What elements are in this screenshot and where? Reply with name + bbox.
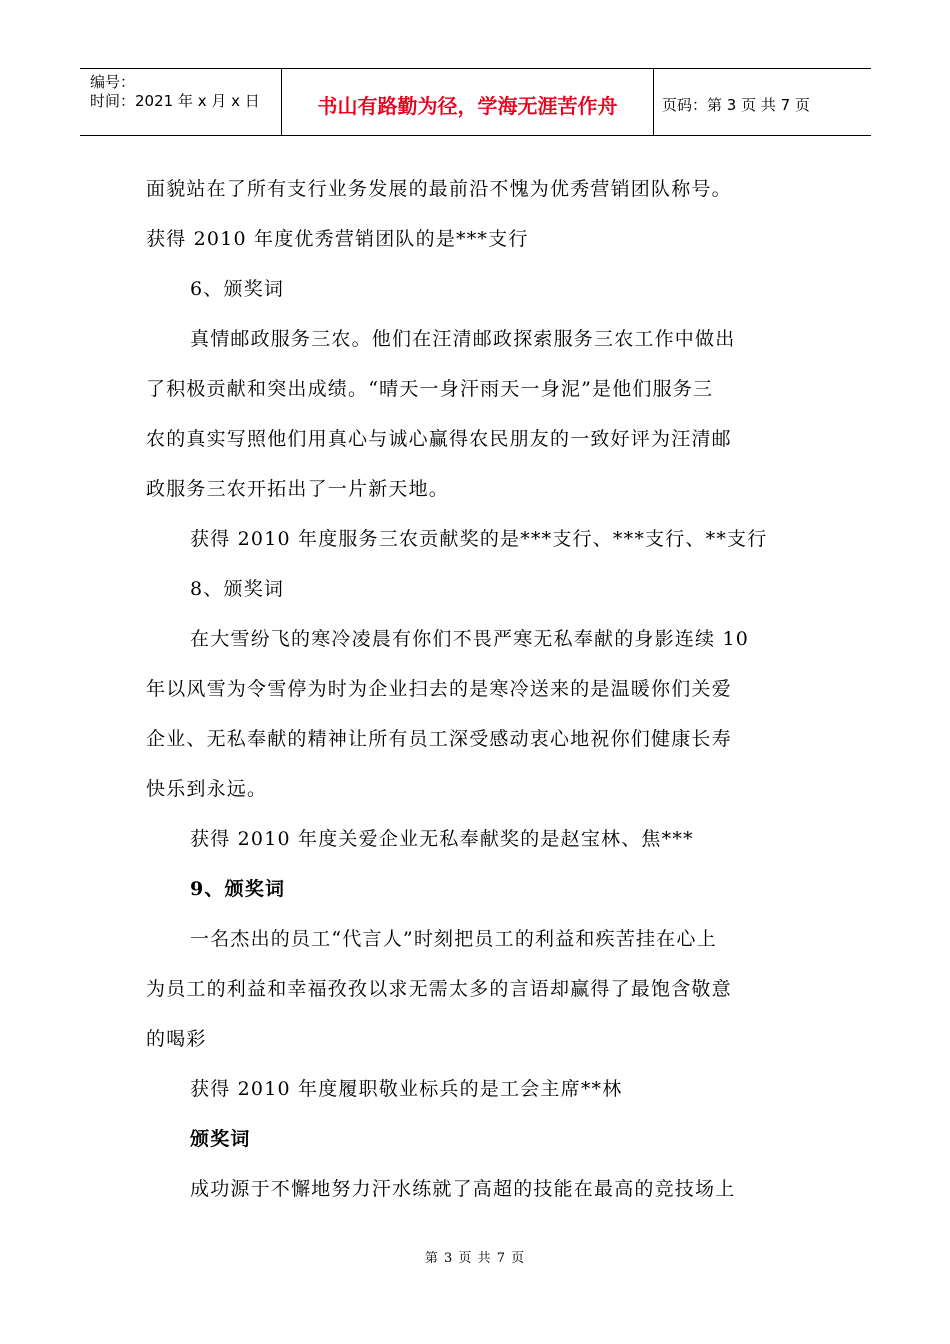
body-line: 获得 2010 年度履职敬业标兵的是工会主席**林: [190, 1078, 623, 1100]
body-line: 在大雪纷飞的寒冷凌晨有你们不畏严寒无私奉献的身影连续 10: [190, 628, 750, 650]
body-line: 获得 2010 年度服务三农贡献奖的是***支行、***支行、**支行: [190, 528, 768, 550]
section-heading: 8、颁奖词: [190, 578, 285, 600]
body-line: 年以风雪为令雪停为时为企业扫去的是寒冷送来的是温暖你们关爱: [146, 678, 732, 700]
body-line: 政服务三农开拓出了一片新天地。: [146, 478, 450, 500]
body-line: 的喝彩: [146, 1028, 207, 1050]
body-line: 一名杰出的员工“代言人”时刻把员工的利益和疾苦挂在心上: [190, 928, 717, 950]
body-line: 企业、无私奉献的精神让所有员工深受感动衷心地祝你们健康长寿: [146, 728, 732, 750]
body-line: 面貌站在了所有支行业务发展的最前沿不愧为优秀营销团队称号。: [146, 178, 732, 200]
body-line: 成功源于不懈地努力汗水练就了高超的技能在最高的竞技场上: [190, 1178, 736, 1200]
document-body: [146, 164, 811, 1214]
body-line: 获得 2010 年度优秀营销团队的是***支行: [146, 228, 529, 250]
body-line: 真情邮政服务三农。他们在汪清邮政探索服务三农工作中做出: [190, 328, 736, 350]
document-number: 编号：: [90, 73, 136, 91]
body-line: 为员工的利益和幸福孜孜以求无需太多的言语却赢得了最饱含敬意: [146, 978, 732, 1000]
page-header: [80, 68, 871, 136]
section-heading: 颁奖词: [190, 1128, 251, 1150]
body-line: 农的真实写照他们用真心与诚心赢得农民朋友的一致好评为汪清邮: [146, 428, 732, 450]
section-heading: 6、颁奖词: [190, 278, 285, 300]
document-date: 时间：2021 年 x 月 x 日: [90, 92, 260, 110]
page-footer: 第 3 页 共 7 页: [424, 1251, 526, 1266]
body-line: 获得 2010 年度关爱企业无私奉献奖的是赵宝林、焦***: [190, 828, 694, 850]
header-motto: 书山有路勤为径，学海无涯苦作舟: [282, 69, 654, 135]
header-page-info: 页码：第 3 页 共 7 页: [662, 95, 810, 114]
section-heading: 9、颁奖词: [190, 878, 286, 900]
header-meta: [80, 69, 282, 135]
body-line: 快乐到永远。: [146, 778, 268, 800]
body-line: 了积极贡献和突出成绩。“晴天一身汗雨天一身泥”是他们服务三: [146, 378, 714, 400]
